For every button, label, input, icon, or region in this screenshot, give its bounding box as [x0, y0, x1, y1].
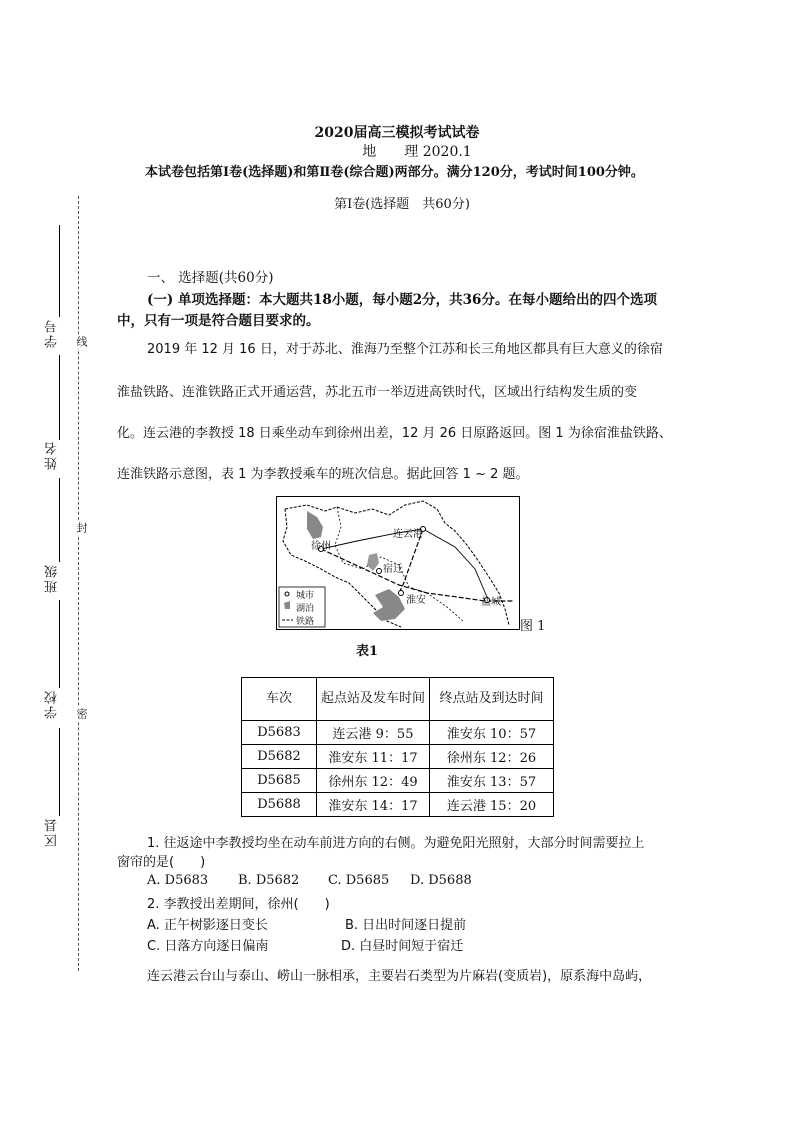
- table-header: 车次: [242, 678, 317, 721]
- margin-line-class: [59, 478, 60, 562]
- q1-stem-line1: 1. 往返途中李教授均坐在动车前进方向的右侧。为避免阳光照射，大部分时间需要拉上: [147, 836, 645, 851]
- exam-instructions: 本试卷包括第Ⅰ卷(选择题)和第Ⅱ卷(综合题)两部分。满分120分，考试时间100分钟。: [145, 165, 644, 180]
- margin-label-name: 姓名: [45, 440, 60, 470]
- binding-mark-secret: 密: [75, 708, 88, 719]
- q2-option-d[interactable]: D. 白昼时间短于宿迁: [341, 939, 464, 954]
- table-cell: D5688: [242, 793, 317, 817]
- map-city-lianyungang: 连云港: [393, 529, 423, 540]
- margin-line-student-id: [59, 225, 60, 317]
- legend-lake: 湖泊: [296, 604, 315, 614]
- table-header: 起点站及发车时间: [317, 678, 430, 721]
- table-cell: 淮安东 11：17: [317, 745, 430, 769]
- q2-option-c[interactable]: C. 日落方向逐日偏南: [147, 939, 269, 954]
- section-heading: 一、 选择题(共60分): [147, 270, 274, 286]
- passage1-line4: 连淮铁路示意图，表 1 为李教授乘车的班次信息。据此回答 1 ~ 2 题。: [117, 467, 529, 482]
- table-row: [242, 721, 554, 745]
- map-city-suqian: 宿迁: [383, 564, 403, 575]
- map-city-huaian: 淮安: [406, 595, 426, 606]
- passage1-line2: 淮盐铁路、连淮铁路正式开通运营，苏北五市一举迈进高铁时代，区域出行结构发生质的变: [117, 385, 638, 400]
- q2-option-a[interactable]: A. 正午树影逐日变长: [147, 918, 268, 933]
- table-cell: 连云港 15：20: [430, 793, 554, 817]
- margin-label-school: 学校: [45, 689, 60, 719]
- railway-map: [276, 496, 520, 630]
- exam-subject: 地 理 2020.1: [362, 144, 472, 160]
- q1-option-b[interactable]: B. D5682: [238, 873, 300, 888]
- table-cell: 淮安东 13：57: [430, 769, 554, 793]
- table-header: 终点站及到达时间: [430, 678, 554, 721]
- passage2-line1: 连云港云台山与泰山、崂山一脉相承，主要岩石类型为片麻岩(变质岩)，原系海中岛屿，: [147, 969, 652, 984]
- q1-option-a[interactable]: A. D5683: [147, 873, 209, 888]
- table-cell: D5683: [242, 721, 317, 745]
- passage1-line3: 化。连云港的李教授 18 日乘坐动车到徐州出差，12 月 26 日原路返回。图 1 为徐宿淮盐铁路、: [117, 426, 672, 441]
- table-row: [242, 793, 554, 817]
- table-row: [242, 745, 554, 769]
- table-cell: 徐州东 12：26: [430, 745, 554, 769]
- table-cell: 淮安东 14：17: [317, 793, 430, 817]
- table-cell: 淮安东 10：57: [430, 721, 554, 745]
- table-cell: 徐州东 12：49: [317, 769, 430, 793]
- table-cell: D5682: [242, 745, 317, 769]
- section-instruction-line1: (一) 单项选择题：本大题共18小题，每小题2分，共36分。在每小题给出的四个选项: [147, 292, 657, 308]
- binding-mark-seal: 封: [75, 522, 88, 533]
- map-caption: 图 1: [520, 619, 546, 634]
- exam-title: 2020届高三模拟考试试卷: [314, 125, 480, 141]
- legend-railway: 铁路: [296, 617, 315, 627]
- binding-mark-line: 线: [75, 336, 88, 347]
- q1-stem-line2: 窗帘的是( ): [117, 855, 206, 870]
- legend-city: 城市: [296, 591, 315, 601]
- q2-option-b[interactable]: B. 日出时间逐日提前: [345, 918, 467, 933]
- margin-line-district: [59, 728, 60, 816]
- binding-dashed-line: [78, 196, 79, 971]
- q1-option-c[interactable]: C. D5685: [328, 873, 390, 888]
- passage1-line1: 2019 年 12 月 16 日，对于苏北、淮海乃至整个江苏和长三角地区都具有巨大意义的徐宿: [147, 342, 663, 357]
- q2-stem: 2. 李教授出差期间，徐州( ): [147, 897, 330, 912]
- train-schedule-table: [241, 677, 554, 817]
- margin-line-name: [59, 355, 60, 440]
- margin-label-district: 区县: [45, 817, 60, 847]
- table-cell: D5685: [242, 769, 317, 793]
- map-city-yancheng: 盐城: [481, 597, 501, 608]
- table-header-row: [242, 678, 554, 721]
- map-city-xuzhou: 徐州: [311, 541, 331, 552]
- table-cell: 连云港 9：55: [317, 721, 430, 745]
- table-caption: 表1: [355, 644, 379, 659]
- margin-label-student-id: 学号: [45, 318, 60, 348]
- part-one-title: 第Ⅰ卷(选择题 共60分): [334, 197, 470, 212]
- margin-label-class: 班级: [45, 563, 60, 593]
- table-row: [242, 769, 554, 793]
- section-instruction-line2: 中，只有一项是符合题目要求的。: [117, 313, 320, 329]
- q1-option-d[interactable]: D. D5688: [410, 873, 472, 888]
